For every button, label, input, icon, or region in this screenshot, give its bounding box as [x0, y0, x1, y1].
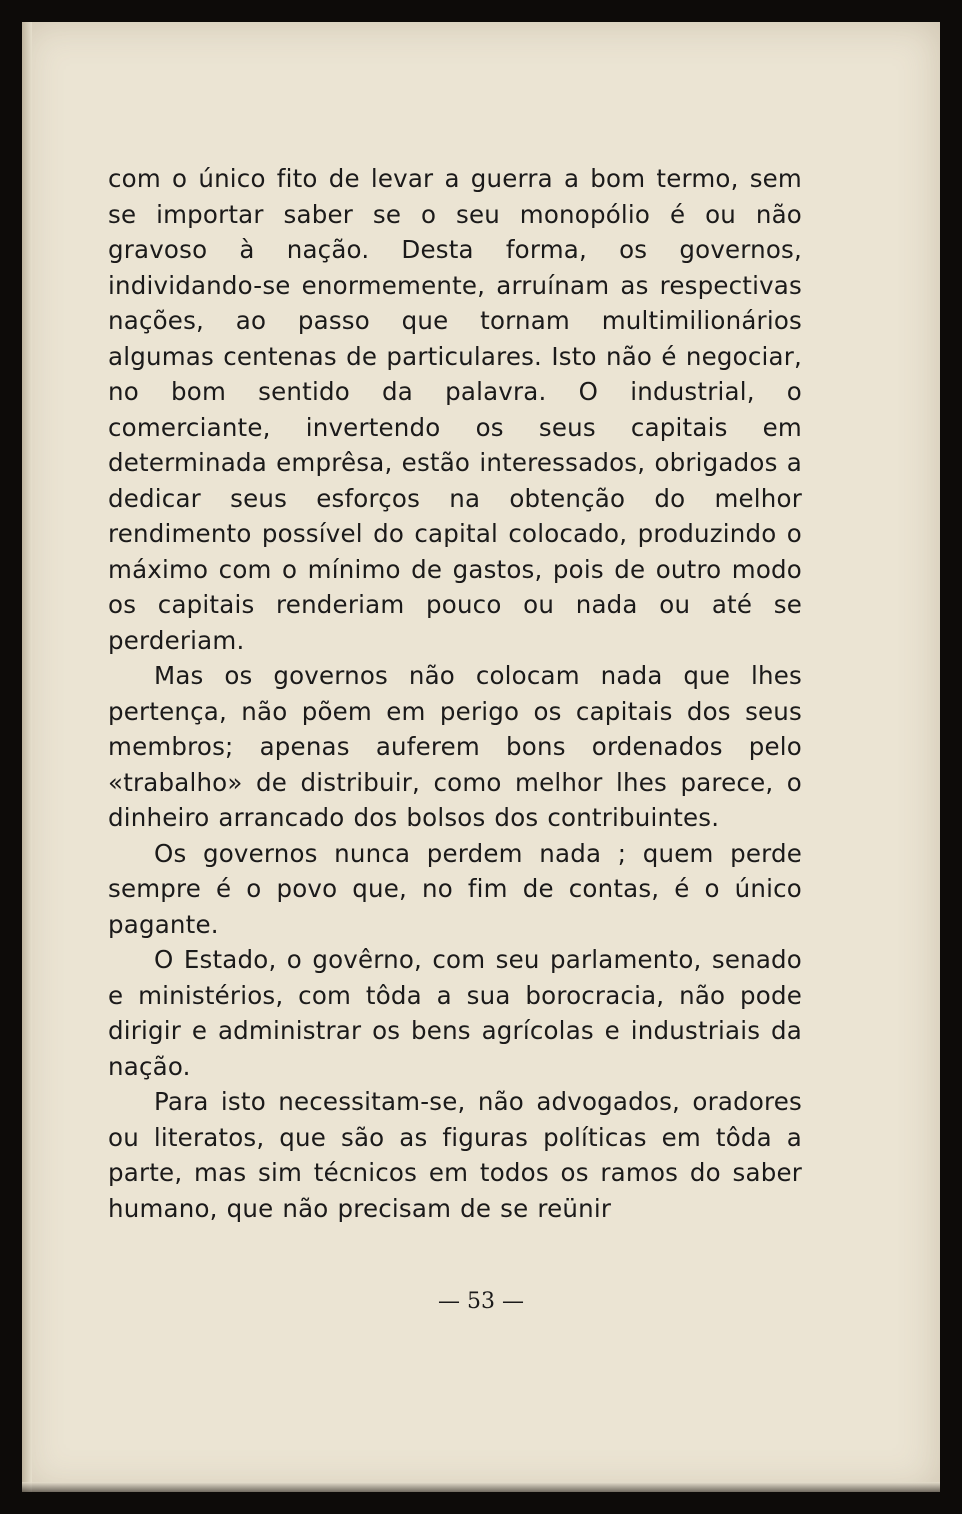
page-number: — 53 — — [438, 1289, 524, 1314]
page-bottom-edge — [22, 1482, 940, 1492]
book-page — [22, 22, 940, 1492]
page-spine-shadow — [22, 22, 32, 1492]
paragraph-3: Os governos nunca perdem nada ; quem perde sempre é o povo que, no fim de contas, é o único pagante. — [108, 838, 802, 939]
paragraph-2: Mas os governos não colocam nada que lhes pertença, não põem em perigo os capitais dos seus membros; apenas auferem bons ordenados pelo «trabalho» de distribuir, como melhor lhes parece, o dinheiro arrancado dos bolsos dos contribuintes. — [108, 661, 802, 832]
paragraph-5: Para isto necessitam-se, não advogados, oradores ou literatos, que são as figuras políticas em tôda a parte, mas sim técnicos em todos os ramos do saber humano, que não precisam de se reünir — [108, 1087, 802, 1223]
paragraph-1: com o único fito de levar a guerra a bom termo, sem se importar saber se o seu monopólio é ou não gravoso à nação. Desta forma, os governos, individando-se enormemente, arruínam as respectivas nações, ao passo que tornam multimilionários algumas centenas de particulares. Isto não é negociar, no bom sentido da palavra. O industrial, o comerciante, invertendo os seus capitais em determinada emprêsa, estão interessados, obrigados a dedicar seus esforços na obtenção do melhor rendimento possível do capital colocado, produzindo o máximo com o mínimo de gastos, pois de outro modo os capitais renderiam pouco ou nada ou até se perderiam. — [108, 164, 802, 655]
paragraph-4: O Estado, o govêrno, com seu parlamento, senado e ministérios, com tôda a sua borocracia, não pode dirigir e administrar os bens agrícolas e industriais da nação. — [108, 945, 802, 1081]
page-body-text — [108, 161, 802, 1226]
